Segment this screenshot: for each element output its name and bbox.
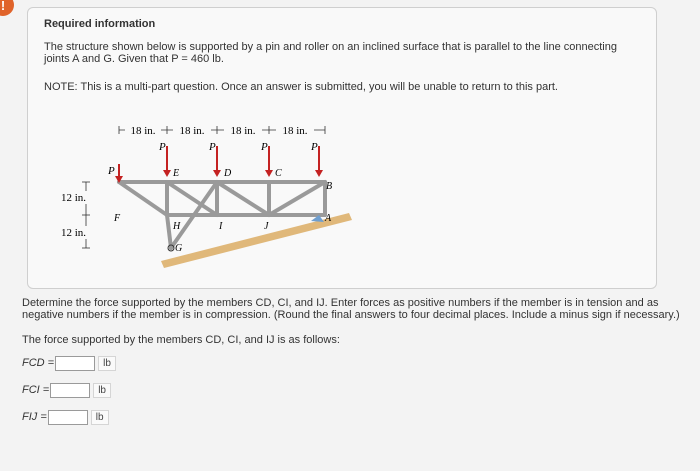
unit-label: lb	[91, 410, 109, 425]
load-label: P	[209, 141, 216, 153]
fcd-input[interactable]	[55, 356, 95, 371]
info-title: Required information	[44, 18, 156, 30]
info-text: The structure shown below is supported by a pin and roller on an inclined surface that is parallel to the line connecting joints A and G. Given that P = 460 lb.	[44, 41, 617, 65]
unit-label: lb	[98, 356, 116, 371]
height-label: 12 in.	[61, 192, 87, 204]
note-text: NOTE: This is a multi-part question. Once an answer is submitted, you will be unable to return to this part.	[44, 81, 558, 93]
load-arrows	[115, 146, 323, 183]
question-lead: The force supported by the members CD, CI, and IJ is as follows:	[22, 334, 340, 346]
dimension-label: 18 in.	[282, 125, 308, 137]
load-label: P	[108, 165, 115, 177]
truss-members	[119, 182, 325, 248]
joint-label: E	[173, 168, 180, 179]
fci-input[interactable]	[50, 383, 90, 398]
alert-icon: !	[0, 0, 14, 16]
load-label: P	[261, 141, 268, 153]
joint-label: C	[275, 168, 282, 179]
load-label: P	[311, 141, 318, 153]
dimension-label: 18 in.	[230, 125, 256, 137]
joint-label: H	[173, 221, 181, 232]
joint-label: I	[219, 221, 223, 232]
answer-row-fci	[22, 382, 111, 398]
joint-label: G	[175, 243, 183, 254]
answer-row-fcd	[22, 355, 116, 371]
answer-label: FCI =	[22, 384, 50, 396]
joint-label: B	[326, 181, 333, 192]
load-arrow	[163, 170, 171, 177]
height-label: 12 in.	[61, 227, 87, 239]
dimension-label: 18 in.	[179, 125, 205, 137]
load-arrow	[265, 170, 273, 177]
joint-label: A	[325, 213, 332, 224]
required-information-panel	[27, 7, 657, 289]
fij-input[interactable]	[48, 410, 88, 425]
question-prompt: Determine the force supported by the members CD, CI, and IJ. Enter forces as positive numbers if the member is in tension and as negative numbers if the member is in compression. (Round the final answers to four decimal places. Include a minus sign if necessary.)	[22, 297, 680, 321]
answer-row-fij	[22, 409, 109, 425]
unit-label: lb	[93, 383, 111, 398]
load-arrow	[315, 170, 323, 177]
load-arrow	[213, 170, 221, 177]
joint-label: J	[264, 221, 269, 232]
answer-label: FIJ =	[22, 411, 47, 423]
joint-label: F	[114, 213, 121, 224]
truss-figure	[49, 120, 359, 270]
load-label: P	[159, 141, 166, 153]
answer-label: FCD =	[22, 357, 55, 369]
truss-diagram	[49, 120, 359, 270]
dimension-label: 18 in.	[130, 125, 156, 137]
joint-label: D	[224, 168, 232, 179]
